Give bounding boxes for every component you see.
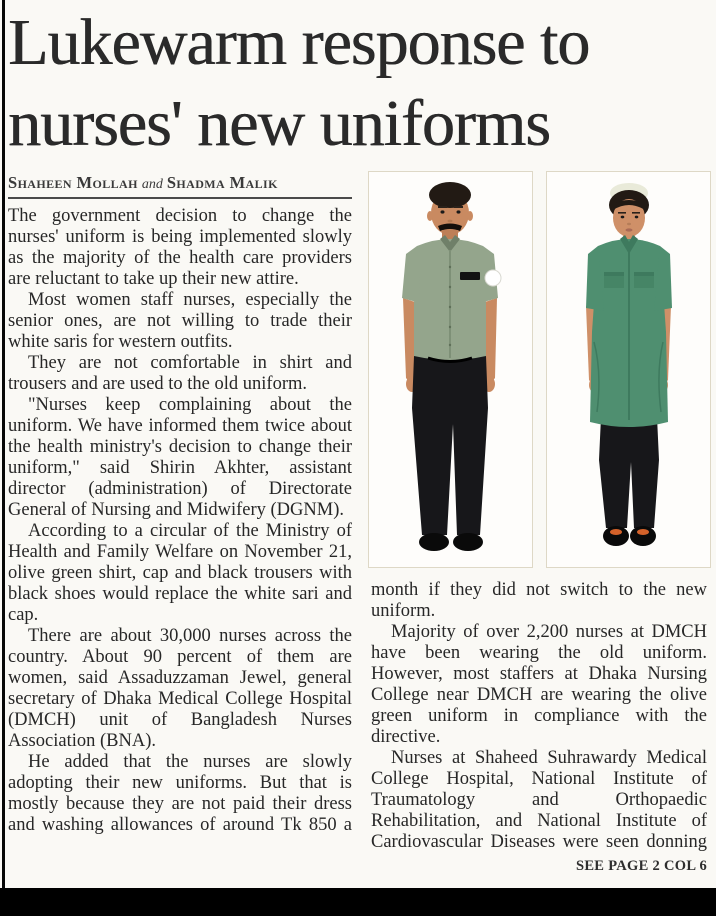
byline-author-2: Shadma Malik <box>166 173 278 192</box>
paragraph: Majority of over 2,200 nurses at DMCH have been wearing the old uniform. However, most staffers at Dhaka Nursing College near DMCH are wearing the olive green uniform in compliance with the directive. <box>371 622 707 747</box>
byline <box>8 173 352 199</box>
paragraph: "Nurses keep complaining about the uniform. We have informed them twice about the health ministry's decision to change their uniform," said Shirin Akhter, assistant director (administration) of Directorate General of Nursing and Midwifery (DGNM). <box>8 395 352 520</box>
woman-in-uniform-illustration <box>547 172 710 567</box>
article-column-right <box>371 580 707 886</box>
paragraph: They are not comfortable in shirt and trousers and are used to the old uniform. <box>8 353 352 394</box>
paragraph: The government decision to change the nurses' uniform is being implemented slowly as the majority of the health care providers are reluctant to take up their new attire. <box>8 206 352 289</box>
paragraph: month if they did not switch to the new uniform. <box>371 580 707 621</box>
article-column-left <box>8 206 352 886</box>
paragraph: Nurses at Shaheed Suhrawardy Medical College Hospital, National Institute of Traumatology and Orthopaedic Rehabilitation, and National Institute of Cardiovascular Diseases were seen donning <box>371 748 707 852</box>
headline-line-2: nurses' new uniforms <box>8 87 550 160</box>
man-in-uniform-illustration <box>369 172 532 567</box>
headline-line-1: Lukewarm response to <box>8 6 590 79</box>
byline-rule <box>8 197 352 199</box>
byline-author-1: Shaheen Mollah <box>8 173 138 192</box>
paragraph: There are about 30,000 nurses across the country. About 90 percent of them are women, said Assaduzzaman Jewel, general secretary of Dhaka Medical College Hospital (DMCH) unit of Bangladesh Nurses Association (BNA). <box>8 626 352 751</box>
paragraph: Most women staff nurses, especially the senior ones, are not willing to trade their white saris for western outfits. <box>8 290 352 352</box>
photo-man-new-uniform <box>368 171 533 568</box>
headline <box>8 0 714 164</box>
paragraph: According to a circular of the Ministry of Health and Family Welfare on November 21, olive green shirt, cap and black trousers with black shoes would replace the white sari and cap. <box>8 521 352 625</box>
bottom-black-bar <box>0 888 716 916</box>
continuation-note: SEE PAGE 2 COL 6 <box>575 858 707 874</box>
page-left-edge-rule <box>2 0 5 888</box>
byline-conjunction: and <box>141 177 163 192</box>
photo-woman-new-uniform <box>546 171 711 568</box>
paragraph: He added that the nurses are slowly adopting their new uniforms. But that is mostly because they are not paid their dress and washing allowances of around Tk 850 a <box>8 752 352 835</box>
